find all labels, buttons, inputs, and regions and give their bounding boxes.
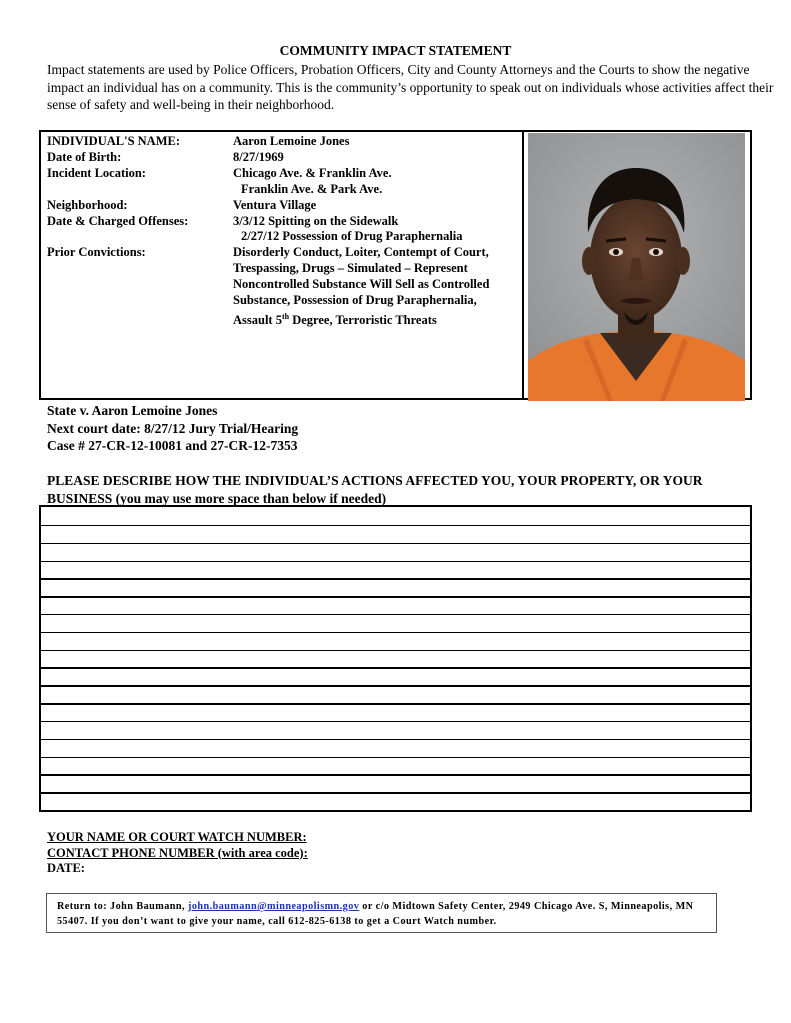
info-row-neighborhood bbox=[47, 198, 517, 214]
prior-convictions-value bbox=[233, 245, 517, 329]
writing-line bbox=[41, 739, 750, 741]
info-row-offenses bbox=[47, 214, 517, 246]
offense-values bbox=[233, 214, 517, 246]
location-value: Franklin Ave. & Park Ave. bbox=[241, 181, 383, 196]
writing-line bbox=[41, 578, 750, 580]
return-instructions bbox=[46, 893, 717, 933]
dob-label: Date of Birth: bbox=[47, 149, 122, 164]
info-row-name bbox=[47, 134, 517, 150]
name-value: Aaron Lemoine Jones bbox=[233, 134, 350, 148]
case-info bbox=[47, 402, 298, 455]
location-label: Incident Location: bbox=[47, 165, 146, 180]
offense-value: 3/3/12 Spitting on the Sidewalk bbox=[233, 213, 399, 228]
writing-line bbox=[41, 614, 750, 616]
writing-line bbox=[41, 650, 750, 652]
prior-text: Disorderly Conduct, Loiter, Contempt of Court, Trespassing, Drugs – Simulated – Represent Noncontrolled Substance Will Sell as Controlled Substance, Possession of Drug Paraphernalia, Assault 5 bbox=[233, 245, 490, 328]
name-or-court-watch-field[interactable]: YOUR NAME OR COURT WATCH NUMBER: bbox=[47, 830, 307, 844]
prior-convictions-label: Prior Convictions: bbox=[47, 245, 146, 260]
info-row-dob bbox=[47, 150, 517, 166]
writing-line bbox=[41, 543, 750, 545]
offenses-label: Date & Charged Offenses: bbox=[47, 213, 189, 228]
describe-prompt: PLEASE DESCRIBE HOW THE INDIVIDUAL’S ACTIONS AFFECTED YOU, YOUR PROPERTY, OR YOUR BUSINESS (you may use more space than below if needed) bbox=[47, 473, 703, 506]
ordinal-suffix: th bbox=[281, 311, 290, 321]
return-suffix: or c/o Midtown Safety Center, 2949 Chicago Ave. S, Minneapolis, MN 55407. If you don’t want to give your name, call 612-825-6138 to get a Court Watch number. bbox=[57, 901, 694, 927]
info-row-location bbox=[47, 166, 517, 198]
writing-line bbox=[41, 525, 750, 527]
return-prefix: Return to: John Baumann, bbox=[57, 901, 188, 912]
photo-divider bbox=[522, 132, 524, 398]
name-label: INDIVIDUAL'S NAME: bbox=[47, 134, 180, 148]
state-line: State v. Aaron Lemoine Jones bbox=[47, 403, 218, 418]
date-field[interactable]: DATE: bbox=[47, 861, 85, 875]
email-link[interactable]: john.baumann@minneapolismn.gov bbox=[187, 901, 360, 912]
writing-line bbox=[41, 703, 750, 705]
writing-line bbox=[41, 774, 750, 776]
writing-line bbox=[41, 721, 750, 723]
writing-line bbox=[41, 632, 750, 634]
writing-line bbox=[41, 757, 750, 759]
intro-paragraph: Impact statements are used by Police Officers, Probation Officers, City and County Attorneys and the Courts to show the negative impact an individual has on a community. This is the community’s opportunity to speak out on individuals whose activities affect their sense of safety and well-being in their neighborhood. bbox=[47, 62, 774, 112]
case-number: Case # 27-CR-12-10081 and 27-CR-12-7353 bbox=[47, 438, 298, 453]
prior-text: Degree, Terroristic Threats bbox=[289, 313, 437, 328]
document-title: COMMUNITY IMPACT STATEMENT bbox=[279, 43, 512, 58]
writing-line bbox=[41, 792, 750, 794]
contact-fields bbox=[47, 830, 308, 877]
individual-info-table bbox=[47, 134, 517, 329]
booking-photo bbox=[528, 133, 745, 401]
writing-line bbox=[41, 667, 750, 669]
neighborhood-label: Neighborhood: bbox=[47, 197, 128, 212]
next-court-date: Next court date: 8/27/12 Jury Trial/Hearing bbox=[47, 420, 299, 436]
individual-info-box bbox=[39, 130, 752, 400]
info-row-prior bbox=[47, 245, 517, 329]
dob-value: 8/27/1969 bbox=[233, 149, 284, 164]
location-value: Chicago Ave. & Franklin Ave. bbox=[233, 165, 392, 180]
writing-line bbox=[41, 685, 750, 687]
writing-line bbox=[41, 596, 750, 598]
neighborhood-value: Ventura Village bbox=[233, 197, 317, 212]
contact-phone-field[interactable]: CONTACT PHONE NUMBER (with area code): bbox=[47, 845, 308, 860]
writing-line bbox=[41, 561, 750, 563]
writing-area[interactable] bbox=[39, 505, 752, 812]
location-values bbox=[233, 166, 517, 198]
offense-value: 2/27/12 Possession of Drug Paraphernalia bbox=[241, 229, 463, 244]
